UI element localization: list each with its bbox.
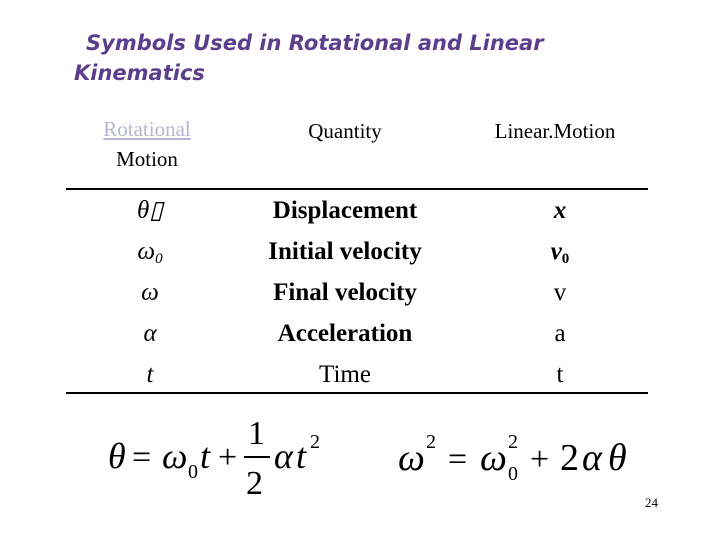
eq2-two: 2 [560, 437, 579, 479]
linear-symbol: a [554, 320, 566, 347]
eq2-exponent: 2 [426, 431, 436, 453]
rotational-symbol: ω [141, 279, 159, 306]
rotational-symbol: t [146, 361, 154, 388]
table-row [0, 313, 720, 354]
eq1-denominator: 2 [246, 465, 263, 502]
slide-title [74, 28, 686, 88]
linear-symbol: v [553, 279, 567, 306]
eq1-t2: t [296, 436, 307, 476]
table-row [0, 272, 720, 313]
eq1-omega-sub: 0 [188, 461, 198, 483]
eq1-numerator: 1 [248, 415, 265, 452]
header-rotational-link[interactable]: Rotational [103, 117, 191, 141]
header-rotational-motion [82, 114, 212, 174]
eq1-plus: + [218, 439, 238, 476]
eq2-theta: θ [608, 437, 627, 479]
eq1-t: t [200, 436, 211, 476]
quantity-name: Time [319, 361, 371, 388]
eq2-omega0-sup: 2 [508, 431, 518, 453]
rotational-symbol: α [143, 320, 157, 347]
quantity-name: Initial velocity [268, 238, 422, 265]
table-bottom-rule [66, 392, 648, 394]
table-row [0, 190, 720, 231]
eq1-equals: = [132, 439, 152, 476]
table-row [0, 231, 720, 272]
slide-title-line-2: Kinematics [74, 61, 205, 85]
header-linear-motion: Linear.Motion [494, 119, 616, 143]
header-quantity: Quantity [308, 119, 382, 143]
eq1-theta: θ [108, 436, 126, 476]
linear-symbol: t [556, 361, 564, 388]
eq2-omega: ω [398, 437, 425, 479]
eq2-alpha: α [582, 437, 602, 479]
quantity-name: Final velocity [273, 279, 417, 306]
eq2-plus: + [530, 441, 550, 478]
eq1-alpha: α [274, 436, 293, 476]
eq2-omega0: ω [480, 437, 507, 479]
rotational-symbol: $\omega_0$ [137, 238, 163, 267]
quantity-name: Acceleration [277, 320, 413, 347]
eq1-omega: ω [162, 436, 188, 476]
eq1-exponent: 2 [310, 431, 320, 453]
header-motion-label: Motion [116, 147, 178, 171]
equation-angular-velocity-squared [390, 408, 650, 508]
equation-angular-displacement [100, 408, 340, 508]
eq2-omega0-sub: 0 [508, 463, 518, 485]
linear-symbol: x [553, 197, 567, 224]
eq2-equals: = [448, 441, 468, 478]
table-row [0, 354, 720, 395]
slide-title-line-1: Symbols Used in Rotational and Linear [86, 31, 544, 55]
linear-symbol: $v_0$ [550, 238, 570, 267]
rotational-symbol: θ▯ [136, 197, 164, 224]
quantity-name: Displacement [272, 197, 418, 224]
page-number: 24 [645, 495, 658, 510]
